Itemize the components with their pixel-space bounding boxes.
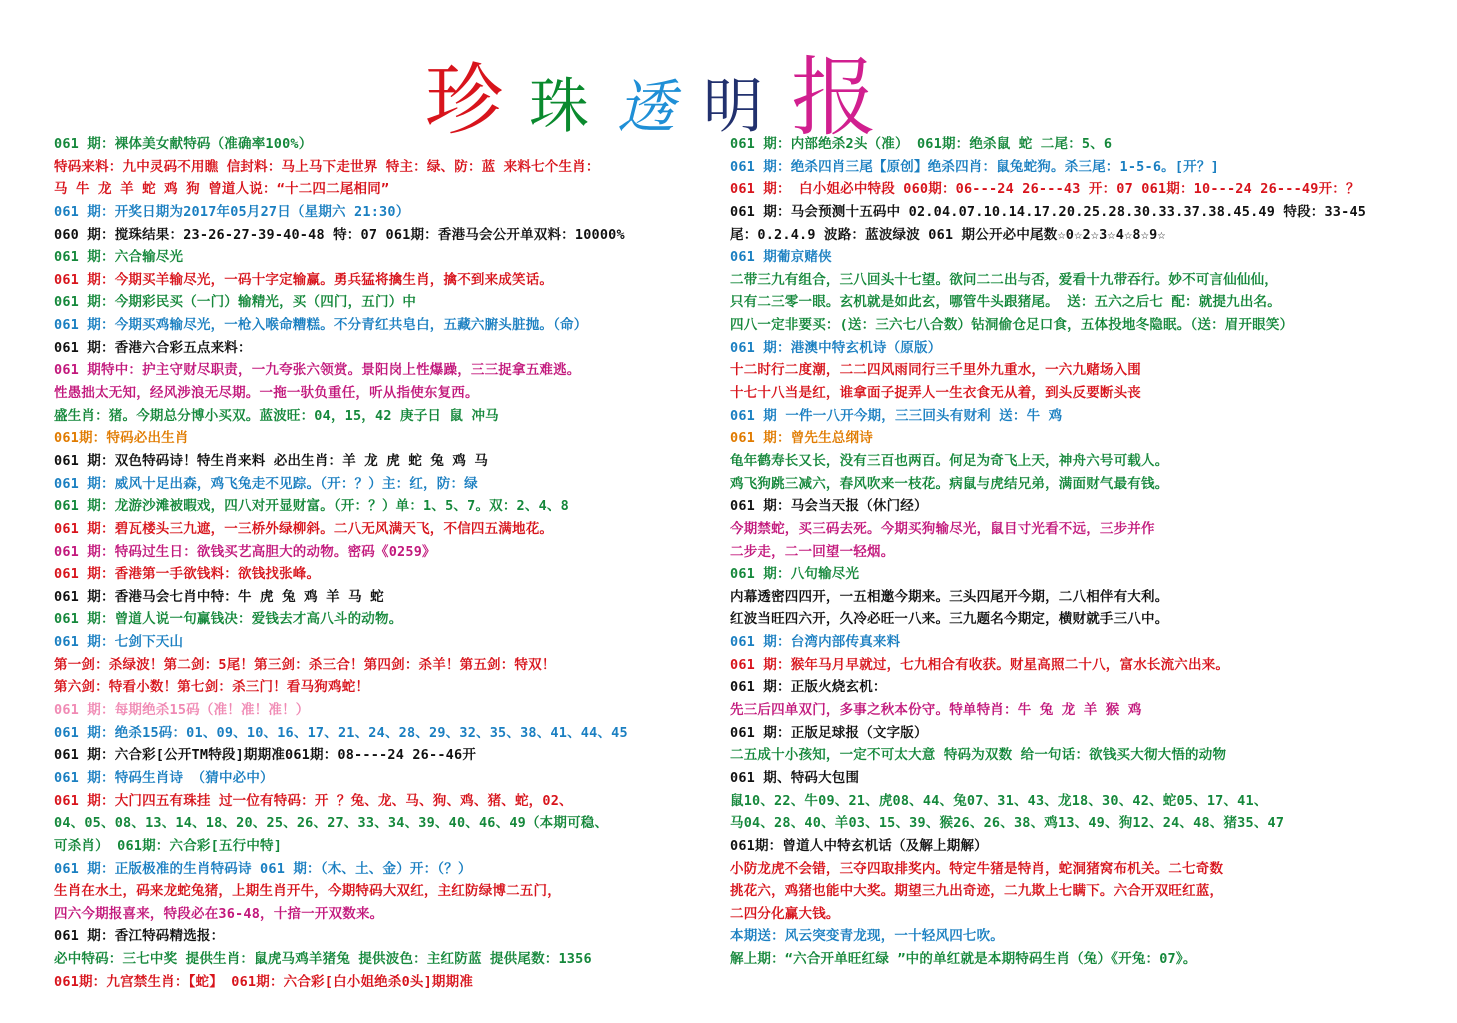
text-line: 061 期：曾先生总纲诗	[730, 430, 873, 447]
text-line: 061 期：七剑下天山	[54, 634, 184, 651]
title-char: 珠	[529, 72, 590, 142]
text-line: 061 期：猴年马月早就过，七九相合有收获。财星高照二十八，富水长流六出来。	[730, 656, 1230, 673]
text-line: 061 期：威风十足出森，鸡飞兔走不见踪。（开：？）主：红，防：绿	[54, 475, 478, 492]
text-line: 生肖在水土，码来龙蛇兔猪，上期生肖开牛，今期特码大双红，主红防绿博二五门，	[54, 883, 561, 900]
left-column	[54, 133, 704, 993]
text-line: 解上期：“六合开单旺红绿 ”中的单红就是本期特码生肖（兔）《开兔：07》。	[730, 951, 1197, 968]
text-line: 红波当旺四六开，久冷必旺一八来。三九题名今期定，横财就手三八中。	[730, 611, 1169, 628]
text-line: 061 期：正版火烧玄机：	[730, 679, 887, 696]
text-line: 061 期：六合彩[公开TM特段]期期准061期：08----24 26--46开	[54, 747, 477, 764]
text-line: 061 期：今期彩民买（一门）输精光，买（四门，五门）中	[54, 294, 417, 311]
text-line: 061 期：马会预测十五码中 02.04.07.10.14.17.20.25.28.30.33.37.38.45.49 特段：33-45	[730, 203, 1367, 220]
text-line: 可杀肖） 061期：六合彩[五行中特]	[54, 837, 283, 854]
text-line: 061 期：今期买鸡输尽光，一枪入喉命糟糕。不分青红共皂白，五藏六腑头脏抛。（命）	[54, 317, 588, 334]
text-line: 今期禁蛇，买三码去死。今期买狗输尽光，鼠目寸光看不远，三步并作	[730, 520, 1155, 537]
text-line: 061 期：八句输尽光	[730, 566, 860, 583]
text-line: 061 期： 白小姐必中特段 060期：06---24 26---43 开：07 061期：10---24 26---49开：？	[730, 181, 1360, 198]
text-line: 马 牛 龙 羊 蛇 鸡 狗 曾道人说：“十二四二尾相同”	[54, 181, 390, 198]
text-line: 060 期：搅珠结果：23-26-27-39-40-48 特：07 061期：香港马会公开单双料：10000%	[54, 226, 625, 243]
text-line: 挑花六，鸡猪也能中大奖。期望三九出奇迹，二九欺上七瞒下。六合开双旺红蓝，	[730, 883, 1224, 900]
text-line: 061 期：今期买羊输尽光，一码十字定输赢。勇兵猛将擒生肖，擒不到来成笑话。	[54, 271, 554, 288]
text-line: 二带三九有组合，三八回头十七望。欲问二二出与否，爱看十九带吞行。妙不可言仙仙仙，	[730, 271, 1278, 288]
text-line: 061 期：香港第一手欲钱料：欲钱找张峰。	[54, 566, 321, 583]
text-line: 061 期：绝杀15码：01、09、10、16、17、21、24、28、29、32、35、38、41、44、45	[54, 724, 628, 741]
title-char: 透	[617, 73, 676, 141]
text-line: 061 期：香港六合彩五点来料：	[54, 339, 252, 356]
text-line: 必中特码：三七中奖 提供生肖：鼠虎马鸡羊猪兔 提供波色：主红防蓝 提供尾数：1356	[54, 951, 592, 968]
text-line: 性愚拙太无知，经风涉浪无尽期。一拖一驮负重任，听从指使东复西。	[54, 385, 479, 402]
text-line: 十二时行二度潮，二二四风雨同行三千里外九重水，一六九赌场入围	[730, 362, 1141, 379]
text-line: 龟年鹤寿长又长，没有三百也两百。何足为奇飞上天，神舟六号可载人。	[730, 452, 1169, 469]
text-line: 061 期：开奖日期为2017年05月27日（星期六 21:30）	[54, 203, 410, 220]
text-line: 二五成十小孩知，一定不可太大意 特码为双数 给一句话：欲钱买大彻大悟的动物	[730, 747, 1227, 764]
text-line: 061 期：马会当天报（休门经）	[730, 498, 928, 515]
text-line: 先三后四单双门，多事之秋本份守。特单特肖：牛 兔 龙 羊 猴 鸡	[730, 702, 1142, 719]
text-line: 061 期：内部绝杀2头（准） 061期：绝杀鼠 蛇 二尾：5、6	[730, 136, 1113, 152]
text-line: 鼠10、22、牛09、21、虎08、44、兔07、31、43、龙18、30、42、蛇05、17、41、	[730, 792, 1268, 809]
right-column	[730, 133, 1430, 971]
text-line: 061 期：台湾内部传真来料	[730, 634, 901, 651]
text-line: 鸡飞狗跳三减六，春风吹来一枝花。病鼠与虎结兄弟，满面财气最有钱。	[730, 475, 1169, 492]
text-line: 061 期：港澳中特玄机诗（原版）	[730, 339, 942, 356]
text-line: 061期：特码必出生肖	[54, 430, 189, 447]
text-line: 061 期：双色特码诗！特生肖来料 必出生肖：羊 龙 虎 蛇 兔 鸡 马	[54, 452, 489, 469]
text-line: 061 期：特码过生日：欲钱买艺高胆大的动物。密码《0259》	[54, 543, 436, 560]
text-line: 马04、28、40、羊03、15、39、猴26、26、38、鸡13、49、狗12、24、48、猪35、47	[730, 815, 1285, 832]
text-line: 四六今期报喜来，特段必在36-48，十揞一开双数来。	[54, 905, 384, 922]
masthead-title	[425, 28, 878, 148]
text-line: 特码来料：九中灵码不用瞧 信封料：马上马下走世界 特主：绿、防：蓝 来料七个生肖：	[54, 158, 600, 175]
text-line: 061 期：每期绝杀15码（准！准！准！）	[54, 702, 310, 719]
title-char: 报	[791, 48, 878, 148]
text-line: 061 期特中：护主守财尽职责，一九夸张六领赏。景阳岗上性爆躁，三三捉拿五难逃。	[54, 362, 581, 379]
text-line: 061 期：特码生肖诗 （猜中必中）	[54, 769, 274, 786]
text-line: 本期送：风云突变青龙现，一十轻风四七吹。	[730, 928, 1004, 945]
text-line: 盛生肖：猪。今期总分博小买双。蓝波旺：04，15，42 庚子日 鼠 冲马	[54, 407, 499, 424]
text-line: 内幕透密四四开，一五相邀今期来。三头四尾开今期，二八相伴有大利。	[730, 588, 1169, 605]
text-line: 十七十八当是红，谁拿面子捉弄人一生衣食无从着，到头反要断头丧	[730, 385, 1141, 402]
text-line: 第六剑：特看小数！第七剑：杀三门！看马狗鸡蛇！	[54, 679, 370, 696]
text-line: 尾：0.2.4.9 波路：蓝波绿波 061 期公开必中尾数☆0☆2☆3☆4☆8☆9☆	[730, 226, 1166, 243]
text-line: 二四分化赢大钱。	[730, 905, 840, 922]
text-line: 061期：九宫禁生肖：【蛇】 061期：六合彩[白小姐绝杀0头]期期准	[54, 973, 474, 990]
text-line: 061 期：香江特码精选报：	[54, 928, 225, 945]
text-line: 061 期：裸体美女献特码（准确率100%）	[54, 136, 313, 152]
text-line: 04、05、08、13、14、18、20、25、26、27、33、34、39、40、46、49（本期可稳、	[54, 815, 609, 832]
text-line: 061 期、特码大包围	[730, 769, 860, 786]
text-line: 第一剑：杀绿波！第二剑：5尾！第三剑：杀三合！第四剑：杀羊！第五剑：特双！	[54, 656, 556, 673]
text-line: 061 期 一件一八开今期，三三回头有财利 送：牛 鸡	[730, 407, 1063, 424]
text-line: 061 期：碧瓦楼头三九遮，一三桥外绿柳斜。二八无风满天飞，不信四五满地花。	[54, 520, 554, 537]
text-line: 061 期：绝杀四肖三尾【原创】绝杀四肖：鼠兔蛇狗。杀三尾：1-5-6。[开？]	[730, 158, 1219, 175]
text-line: 061 期：正版极准的生肖特码诗 061 期：（木、土、金）开：（？）	[54, 860, 472, 877]
text-line: 061 期：大门四五有珠挂 过一位有特码：开 ？兔、龙、马、狗、鸡、猪、蛇，02、	[54, 792, 573, 809]
title-char: 明	[703, 72, 764, 142]
text-line: 二步走，二一回望一轻烟。	[730, 543, 895, 560]
text-line: 061期：曾道人中特玄机话（及解上期解）	[730, 837, 988, 854]
text-line: 061 期：香港马会七肖中特：牛 虎 兔 鸡 羊 马 蛇	[54, 588, 384, 605]
text-line: 061 期：曾道人说一句赢钱决：爱钱去才高八斗的动物。	[54, 611, 403, 628]
title-char: 珍	[425, 56, 504, 146]
text-line: 只有二三零一眼。玄机就是如此玄，哪管牛头跟猪尾。 送：五六之后七 配：就提九出名。	[730, 294, 1281, 311]
text-line: 061 期：龙游沙滩被暇戏，四八对开显财富。（开：？）单：1、5、7。双：2、4、8	[54, 498, 569, 515]
text-line: 四八一定非要买：(送：三六七八合数）钻洞偷仓足口食，五体投地冬隐眠。（送：眉开眼笑）	[730, 317, 1294, 334]
text-line: 061 期葡京赌侠	[730, 249, 832, 266]
text-line: 小防龙虎不会错，三夺四取排奖内。特定牛猪是特肖，蛇洞猪窝布机关。二七奇数	[730, 860, 1224, 877]
text-line: 061 期：六合输尽光	[54, 249, 184, 266]
text-line: 061 期：正版足球报（文字版）	[730, 724, 928, 741]
